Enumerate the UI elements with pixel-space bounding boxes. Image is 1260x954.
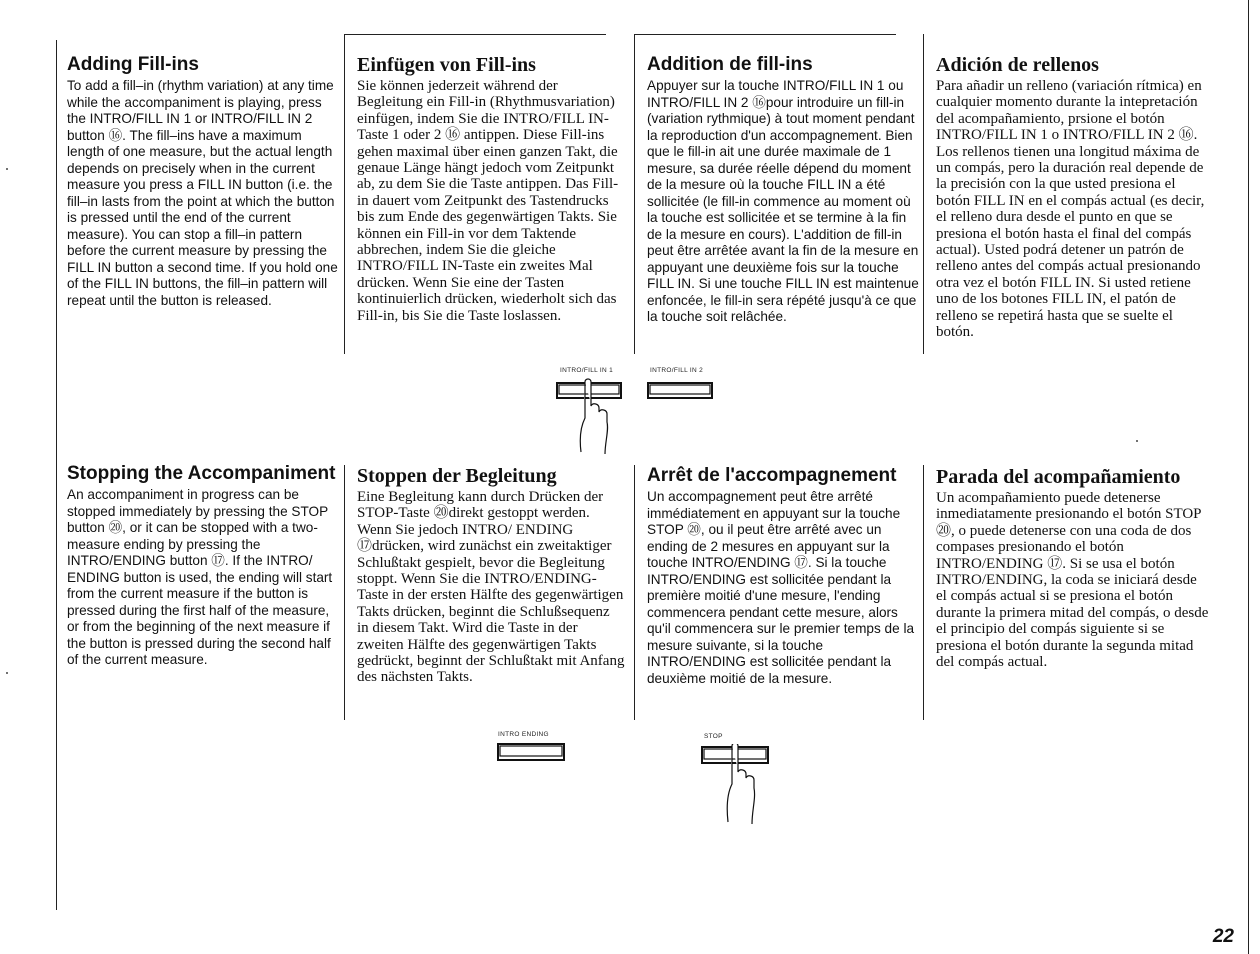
section-heading: Arrêt de l'accompagnement: [647, 465, 897, 486]
section-body: Un accompagnement peut être arrêté immédiatement en appuyant sur la touche STOP ⑳, ou il peut être arrêté avec un ending de 2 mesures en appuyant sur la touche INTRO/ENDING ⑰. Si la touche INTRO/ENDING est sollicitée pendant la première moitié d'une mesure, l'ending commencera pendant cette mesure, alors qu'il commencera sur le premier temps de la mesure suivante, si la touche INTRO/ENDING est sollicitée pendant la deuxième moitié de la mesure.: [647, 489, 915, 686]
section-heading: Stopping the Accompaniment: [67, 463, 336, 484]
page-number: 22: [1212, 926, 1234, 947]
section-adicion-rellenos: [936, 54, 1208, 341]
button-label-fill1: INTRO/FILL IN 1: [560, 367, 614, 374]
column-rule: [344, 465, 345, 720]
section-heading: Einfügen von Fill-ins: [357, 54, 536, 76]
section-body: Un acompañamiento puede detenerse inmediatamente presionando el botón STOP ⑳, o puede detenerse con una coda de dos compases presionando el botón INTRO/ENDING ⑰. Si se usa el botón INTRO/ENDING, la coda se iniciará desde el compás actual si se presiona el botón durante la primera mitad del compás, o desde el principio del compás siguiente si se presiona el botón durante la segunda mitad del compás actual.: [936, 490, 1209, 671]
button-label-stop: STOP: [704, 733, 723, 740]
column-rule: [344, 34, 345, 354]
column-rule: [56, 40, 57, 910]
section-stopping-accompaniment: [67, 463, 341, 669]
column-rule: [923, 465, 924, 720]
section-heading: Adding Fill-ins: [67, 54, 199, 75]
section-addition-fillins: [647, 54, 919, 326]
column-rule: [1248, 0, 1249, 954]
header-rule: [344, 34, 606, 35]
fill-in-2-button-icon: [646, 378, 716, 402]
stop-button-icon: [700, 744, 772, 826]
speck: [6, 672, 8, 674]
section-parada-acompanamiento: [936, 466, 1211, 670]
section-einfuegen-fillins: [357, 54, 625, 324]
section-body: Eine Begleitung kann durch Drücken der STOP-Taste ⑳direkt gestoppt werden. Wenn Sie jedoch INTRO/ ENDING ⑰drücken, wird zunächst ein zweitaktiger Schlußtakt gespielt, bevor die Begleitung stoppt. Wenn Sie die INTRO/ENDING-Taste in der ersten Hälfte des gegenwärtigen Takts drücken, beginnt die Schlußsequenz in diesem Takt. Wird die Taste in der zweiten Hälfte des gegenwärtigen Takts gedrückt, beginnt der Schlußtakt mit Anfang des nächsten Takts.: [357, 489, 625, 686]
section-body: An accompaniment in progress can be stopped immediately by pressing the STOP button ⑳, or it can be stopped with a two-measure ending by pressing the INTRO/ENDING button ⑰. If the INTRO/ ENDING button is used, the ending will start from the current measure if the button is pressed during the first half of the measure, or from the beginning of the next measure if the button is pressed during the second half of the current measure.: [67, 487, 333, 667]
section-heading: Addition de fill-ins: [647, 54, 813, 75]
intro-ending-button-icon: [496, 741, 568, 763]
section-heading: Stoppen der Begleitung: [357, 465, 557, 487]
section-body: Appuyer sur la touche INTRO/FILL IN 1 ou INTRO/FILL IN 2 ⑯pour introduire un fill-in (variation rythmique) à tout moment pendant la reproduction d'un accompagnement. Bien que le fill-in ait une durée maximale de 1 mesure, sa durée réelle dépend du moment de la mesure où la touche FILL IN a été sollicitée (le fill-in commence au moment où la touche est sollicitée et se termine à la fin de la mesure en cours). L'addition de fill-in peut être arrêtée avant la fin de la mesure en appuyant une deuxième fois sur la touche FILL IN. Si une touche FILL IN est maintenue enfoncée, le fill-in sera répété jusqu'à ce que la touche soit relâchée.: [647, 78, 919, 324]
section-body: To add a fill–in (rhythm variation) at any time while the accompaniment is playing, press the INTRO/FILL IN 1 or INTRO/FILL IN 2 button ⑯. The fill–ins have a maximum length of one measure, but the actual length depends on precisely when in the current measure you press a FILL IN button (i.e. the fill–in lasts from the point at which the button is pressed until the end of the current measure). You can stop a fill–in pattern before the current measure by pressing the FILL IN button a second time. If you hold one of the FILL IN buttons, the fill–in pattern will repeat until the button is released.: [67, 78, 338, 308]
section-heading: Parada del acompañamiento: [936, 466, 1181, 488]
section-heading: Adición de rellenos: [936, 54, 1099, 76]
column-rule: [923, 34, 924, 354]
column-rule: [634, 465, 635, 720]
section-adding-fillins: [67, 54, 341, 309]
fill-in-1-button-icon: [555, 378, 625, 458]
section-arret-accompagnement: [647, 465, 919, 687]
button-label-fill2: INTRO/FILL IN 2: [650, 367, 704, 374]
speck: [1136, 440, 1138, 442]
section-stoppen-begleitung: [357, 465, 625, 686]
button-label-ending: INTRO ENDING: [498, 731, 549, 738]
section-body: Para añadir un relleno (variación rítmica) en cualquier momento durante la intepretación del acompañamiento, prsione el botón INTRO/FILL IN 1 o INTRO/FILL IN 2 ⑯. Los rellenos tienen una longitud máxima de un compás, pero la duración real depende de la precisión con la que usted presiona el botón FILL IN en el compás actual (es decir, el relleno dura desde el punto en que se presiona el botón hasta el final del compás actual). Usted podrá detener un patrón de relleno antes del compás actual presionando otra vez el botón FILL IN. Si usted retiene uno de los botones FILL IN, el patón de relleno se repetirá hasta que se suelte el botón.: [936, 78, 1205, 341]
column-rule: [634, 34, 635, 354]
speck: [6, 168, 8, 170]
section-body: Sie können jederzeit während der Begleitung ein Fill-in (Rhythmusvariation) einfügen, indem Sie die INTRO/FILL IN-Taste 1 oder 2 ⑯ antippen. Diese Fill-ins gehen maximal über einen ganzen Takt, die genaue Länge hängt jedoch vom Zeitpunkt ab, zu dem Sie die Taste antippen. Das Fill-in dauert vom Zeitpunkt des Tastendrucks bis zum Ende des gegenwärtigen Takts. Sie können ein Fill-in vor dem Taktende abbrechen, indem Sie die gleiche INTRO/FILL IN-Taste ein zweites Mal drücken. Wenn Sie eine der Tasten kontinuierlich drücken, wiederholt sich das Fill-in, bis Sie die Taste loslassen.: [357, 78, 619, 324]
header-rule: [634, 34, 896, 35]
